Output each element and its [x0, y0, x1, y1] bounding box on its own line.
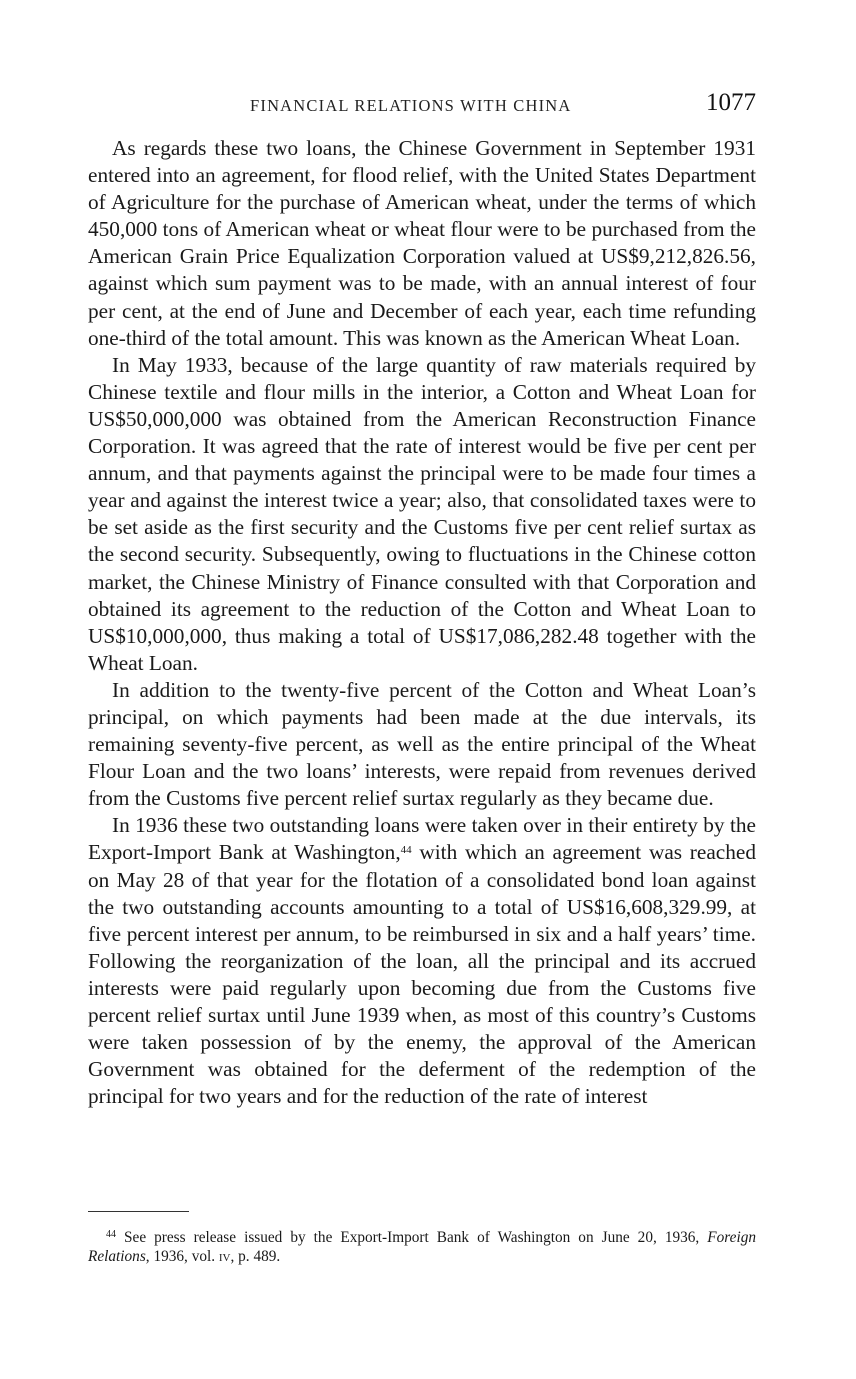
footnote-year: , 1936, vol.: [145, 1248, 219, 1265]
footnote-divider: [88, 1211, 189, 1212]
paragraph-american-wheat-loan: As regards these two loans, the Chinese Government in September 1931 entered into an agreement, for flood relief, with the United States Department of Agriculture for the purchase of American wheat, under the terms of which 450,000 tons of American wheat or wheat flour were to be purchased from the American Grain Price Equalization Corporation valued at US$9,212,826.56, against which sum payment was to be made, with an annual interest of four per cent, at the end of June and December of each year, each time refunding one-third of the total amount. This was known as the American Wheat Loan.: [88, 136, 756, 350]
body-text: [88, 135, 756, 1110]
footnote-mark: 44: [106, 1229, 116, 1240]
paragraph-text-before-note: In 1936 these two outstanding loans were taken over in their entirety by the Export-Import Bank at Washington,: [88, 813, 756, 865]
running-head: FINANCIAL RELATIONS WITH CHINA: [250, 96, 572, 115]
footnote-reference: 44: [400, 844, 412, 857]
footnote: [88, 1228, 756, 1266]
page-number: 1077: [706, 89, 756, 116]
footnote-volume: iv: [218, 1248, 231, 1265]
footnote-publication-title: Foreign Relations: [88, 1229, 756, 1265]
page-header: [88, 89, 756, 122]
footnote-text: See press release issued by the Export-Import Bank of Washington on June 20, 1936,: [116, 1229, 708, 1246]
paragraph-loan-repayment: In addition to the twenty-five percent of the Cotton and Wheat Loan’s principal, on which payments had been made at the due intervals, its remaining seventy-five percent, as well as the entire principal of the Wheat Flour Loan and the two loans’ interests, were repaid from revenues derived from the Customs five percent relief surtax regularly as they became due.: [88, 677, 756, 811]
paragraph-export-import-bank: [88, 812, 756, 1110]
paragraph-cotton-wheat-loan: In May 1933, because of the large quantity of raw materials required by Chinese textile and flour mills in the interior, a Cotton and Wheat Loan for US$50,000,000 was obtained from the American Reconstruction Finance Corporation. It was agreed that the rate of interest would be five per cent per annum, and that payments against the principal were to be made four times a year and against the interest twice a year; also, that consolidated taxes were to be set aside as the first security and the Customs five per cent relief surtax as the second security. Subsequently, owing to fluctuations in the Chinese cotton market, the Chinese Ministry of Finance consulted with that Corporation and obtained its agreement to the reduction of the Cotton and Wheat Loan to US$10,000,000, thus making a total of US$17,086,282.48 together with the Wheat Loan.: [88, 352, 756, 675]
footnote-page: , p. 489.: [230, 1248, 281, 1265]
paragraph-text-after-note: with which an agreement was reached on May 28 of that year for the flotation of a consolidated bond loan against the two outstanding accounts amounting to a total of US$16,608,329.99, at five percent interest per annum, to be reimbursed in six and a half years’ time. Following the reorganization of the loan, all the principal and its accrued interests were paid regularly upon becoming due from the Customs five percent relief surtax until June 1939 when, as most of this country’s Customs were taken possession of by the enemy, the approval of the American Government was obtained for the deferment of the redemption of the principal for two years and for the reduction of the rate of interest: [88, 840, 756, 1109]
